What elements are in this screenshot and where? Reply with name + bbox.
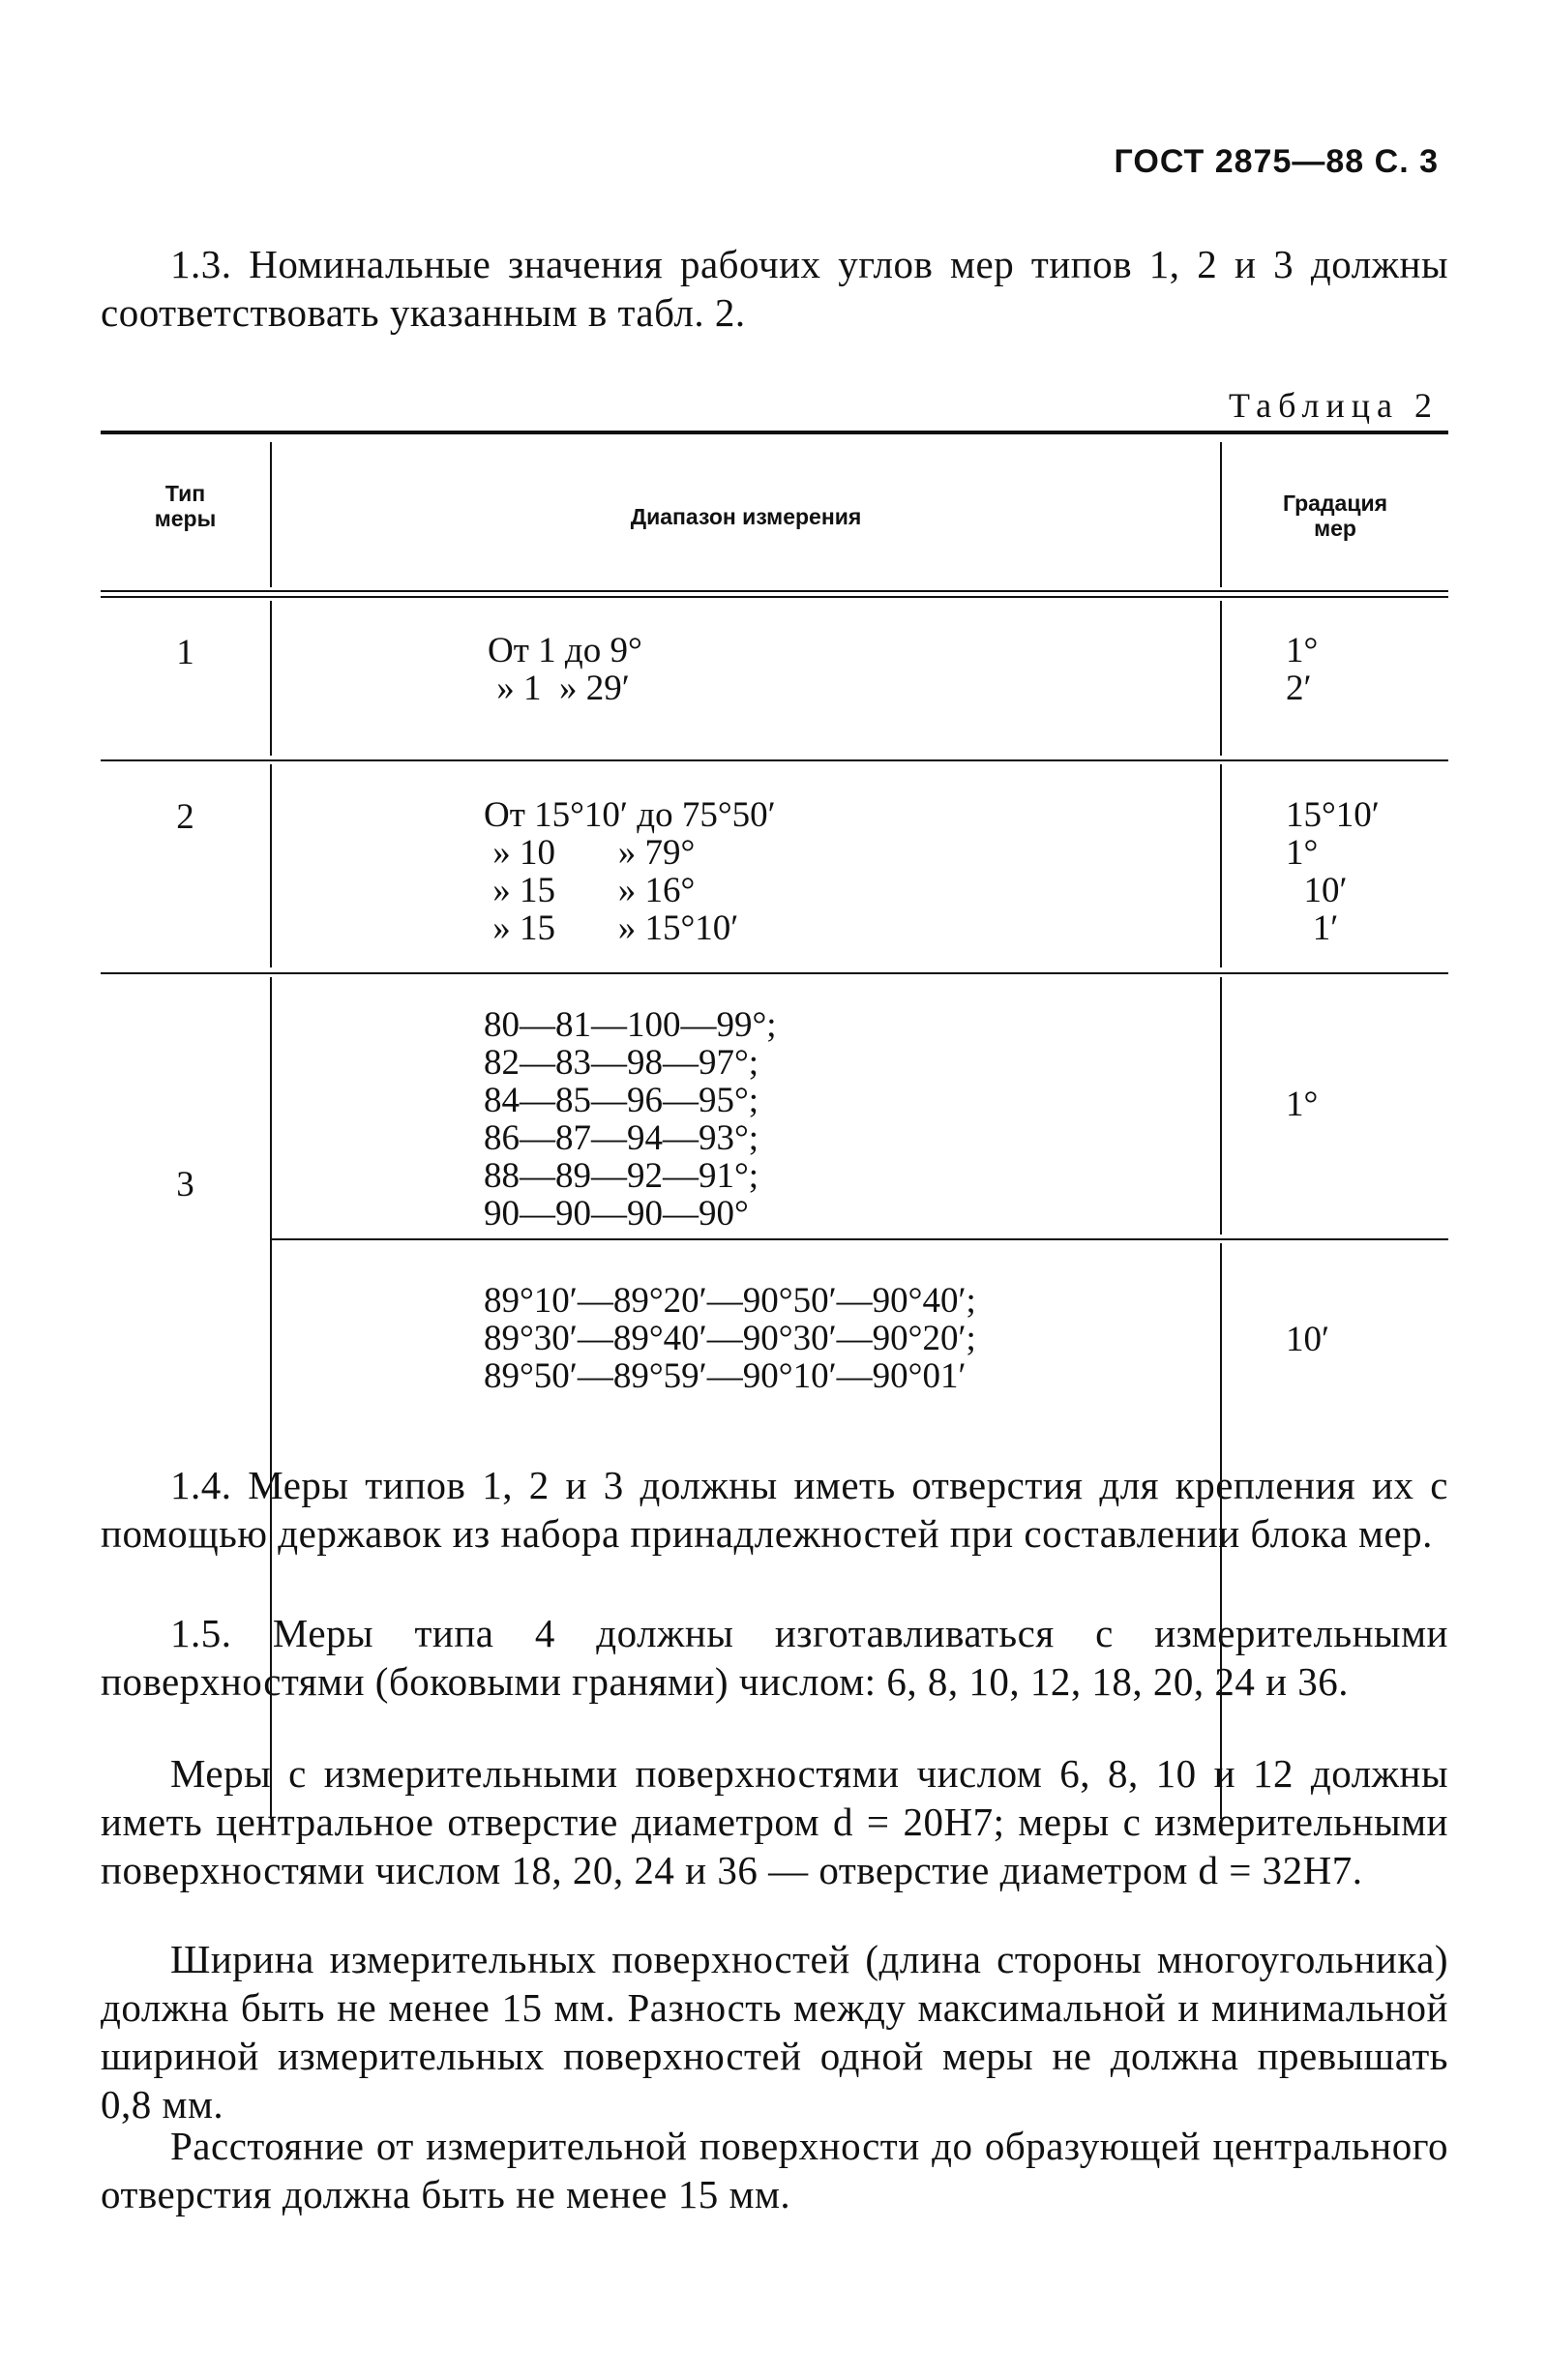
section-1-4: 1.4. Меры типов 1, 2 и 3 должны иметь отверстия для крепления их с помощью державок из набора принадлежностей при составлении блока мер. (101, 1463, 1448, 1556)
section-1-5: 1.5. Меры типа 4 должны изготавливаться с измерительными поверхностями (боковыми гранями) числом: 6, 8, 10, 12, 18, 20, 24 и 36. (101, 1611, 1448, 1704)
vrule-1-row2 (270, 764, 272, 967)
row2-range: От 15°10′ до 75°50′ » 10 » 79° » 15 » 16° » 15 » 15°10′ (484, 795, 776, 948)
para-central-hole: Меры с измерительными поверхностями числом 6, 8, 10 и 12 должны иметь центральное отверстие диаметром d = 20H7; меры с измерительными поверхностями числом 18, 20, 24 и 36 — отверстие диаметром d = 32H7. (101, 1751, 1448, 1892)
para-distance: Расстояние от измерительной поверхности до образующей центрального отверстия должна быть не менее 15 мм. (101, 2124, 1448, 2216)
col-header-range: Диапазон измерения (630, 504, 862, 529)
col-header-type: Тип меры (154, 481, 217, 531)
row1-type: 1 (176, 633, 194, 672)
table-top-rule (101, 431, 1448, 434)
header-rule-lower (101, 596, 1448, 598)
row3a-gradation: 1° (1286, 1085, 1319, 1124)
vrule-2-row1 (1220, 601, 1222, 756)
row3b-gradation: 10′ (1286, 1320, 1330, 1359)
section-1-3: 1.3. Номинальные значения рабочих углов мер типов 1, 2 и 3 должны соответствовать указанным в табл. 2. (101, 242, 1448, 335)
running-header: ГОСТ 2875—88 С. 3 (1114, 143, 1439, 180)
vrule-1-row1 (270, 601, 272, 756)
table-caption: Таблица 2 (1229, 386, 1439, 425)
col-header-gradation: Градация мер (1282, 491, 1388, 541)
row3b-range: 89°10′—89°20′—90°50′—90°40′; 89°30′—89°40′—90°30′—90°20′; 89°50′—89°59′—90°10′—90°01′ (484, 1281, 976, 1396)
para-surface-width: Ширина измерительных поверхностей (длина стороны многоугольника) должна быть не менее 15 мм. Разность между максимальной и минимальной шириной измерительных поверхностей одной меры не должна превышать 0,8 мм. (101, 1937, 1448, 2127)
header-rule-upper (101, 590, 1448, 592)
row-3-subdivider (272, 1238, 1448, 1240)
row-divider-2 (101, 972, 1448, 974)
table-2 (101, 431, 1448, 1398)
row1-gradation: 1° 2′ (1286, 631, 1319, 708)
row3-type: 3 (176, 1165, 194, 1205)
vrule-2-row2 (1220, 764, 1222, 967)
row2-type: 2 (176, 797, 194, 837)
row1-range: От 1 до 9° » 1 » 29′ (488, 631, 642, 708)
row2-gradation: 15°10′ 1° 10′ 1′ (1286, 795, 1380, 948)
row3a-range: 80—81—100—99°; 82—83—98—97°; 84—85—96—95°; 86—87—94—93°; 88—89—92—91°; 90—90—90—90° (484, 1005, 777, 1234)
row-divider-1 (101, 759, 1448, 761)
vrule-2-row3a (1220, 977, 1222, 1235)
